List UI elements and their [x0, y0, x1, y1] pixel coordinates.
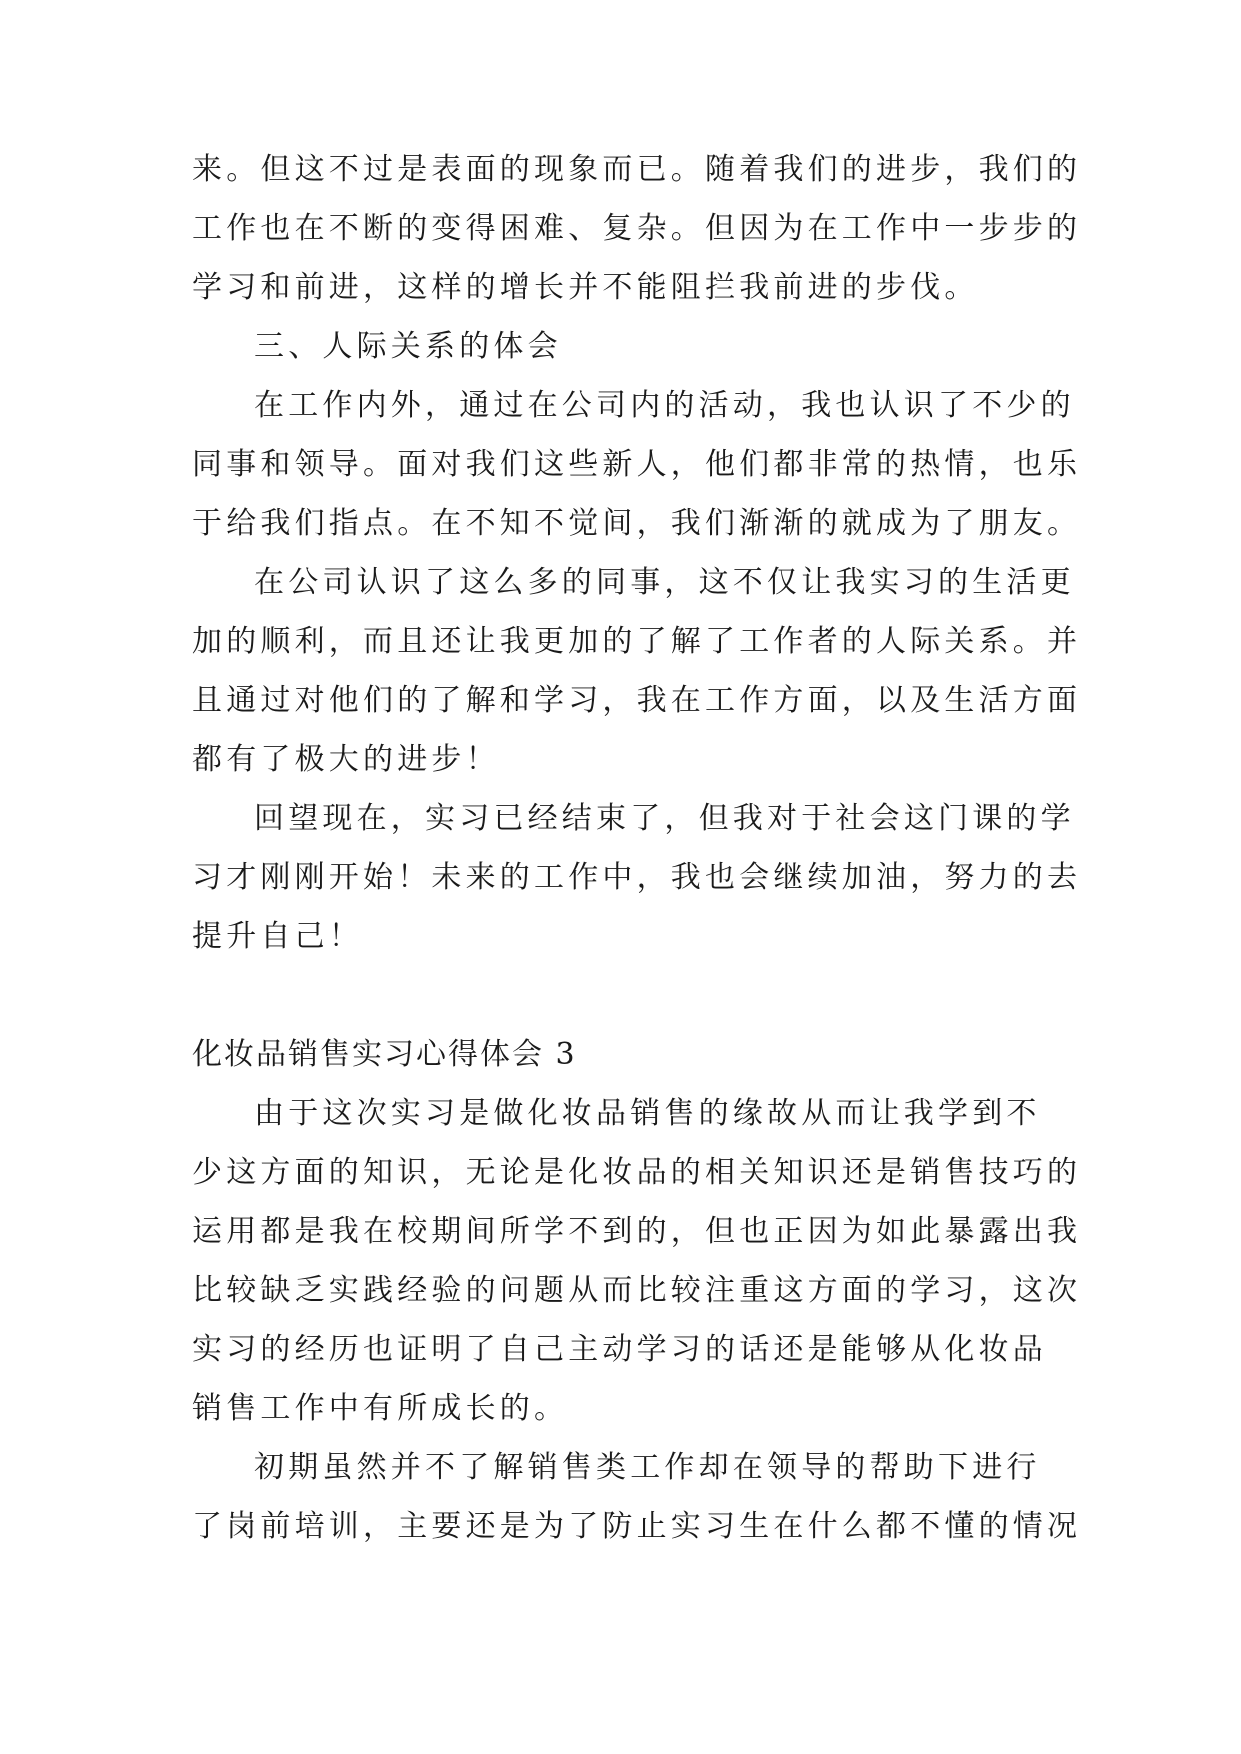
text-line: 提升自己！ [192, 919, 363, 954]
text-line: 运用都是我在校期间所学不到的，但也正因为如此暴露出我 [192, 1214, 1082, 1249]
text-line: 实习的经历也证明了自己主动学习的话还是能够从化妆品 [192, 1332, 1047, 1367]
text-line: 来。但这不过是表面的现象而已。随着我们的进步，我们的 [192, 152, 1082, 187]
text-line: 于给我们指点。在不知不觉间，我们渐渐的就成为了朋友。 [192, 506, 1082, 541]
text-line: 由于这次实习是做化妆品销售的缘故从而让我学到不 [254, 1096, 1041, 1131]
text-line: 在公司认识了这么多的同事，这不仅让我实习的生活更 [254, 565, 1075, 600]
text-line: 习才刚刚开始！未来的工作中，我也会继续加油，努力的去 [192, 860, 1082, 895]
text-line: 且通过对他们的了解和学习，我在工作方面，以及生活方面 [192, 683, 1082, 718]
text-line: 回望现在，实习已经结束了，但我对于社会这门课的学 [254, 801, 1075, 836]
text-line: 加的顺利，而且还让我更加的了解了工作者的人际关系。并 [192, 624, 1082, 659]
text-line: 销售工作中有所成长的。 [192, 1391, 569, 1426]
text-line: 学习和前进，这样的增长并不能阻拦我前进的步伐。 [192, 270, 979, 305]
article-title: 化妆品销售实习心得体会 3 [192, 1037, 577, 1072]
section-heading: 三、人际关系的体会 [254, 329, 562, 364]
text-line: 初期虽然并不了解销售类工作却在领导的帮助下进行 [254, 1450, 1041, 1485]
text-line: 少这方面的知识，无论是化妆品的相关知识还是销售技巧的 [192, 1155, 1082, 1190]
text-line: 都有了极大的进步！ [192, 742, 500, 777]
text-line: 比较缺乏实践经验的问题从而比较注重这方面的学习，这次 [192, 1273, 1082, 1308]
text-line: 在工作内外，通过在公司内的活动，我也认识了不少的 [254, 388, 1075, 423]
text-line: 了岗前培训，主要还是为了防止实习生在什么都不懂的情况 [192, 1509, 1082, 1544]
text-line: 同事和领导。面对我们这些新人，他们都非常的热情，也乐 [192, 447, 1082, 482]
text-line: 工作也在不断的变得困难、复杂。但因为在工作中一步步的 [192, 211, 1082, 246]
